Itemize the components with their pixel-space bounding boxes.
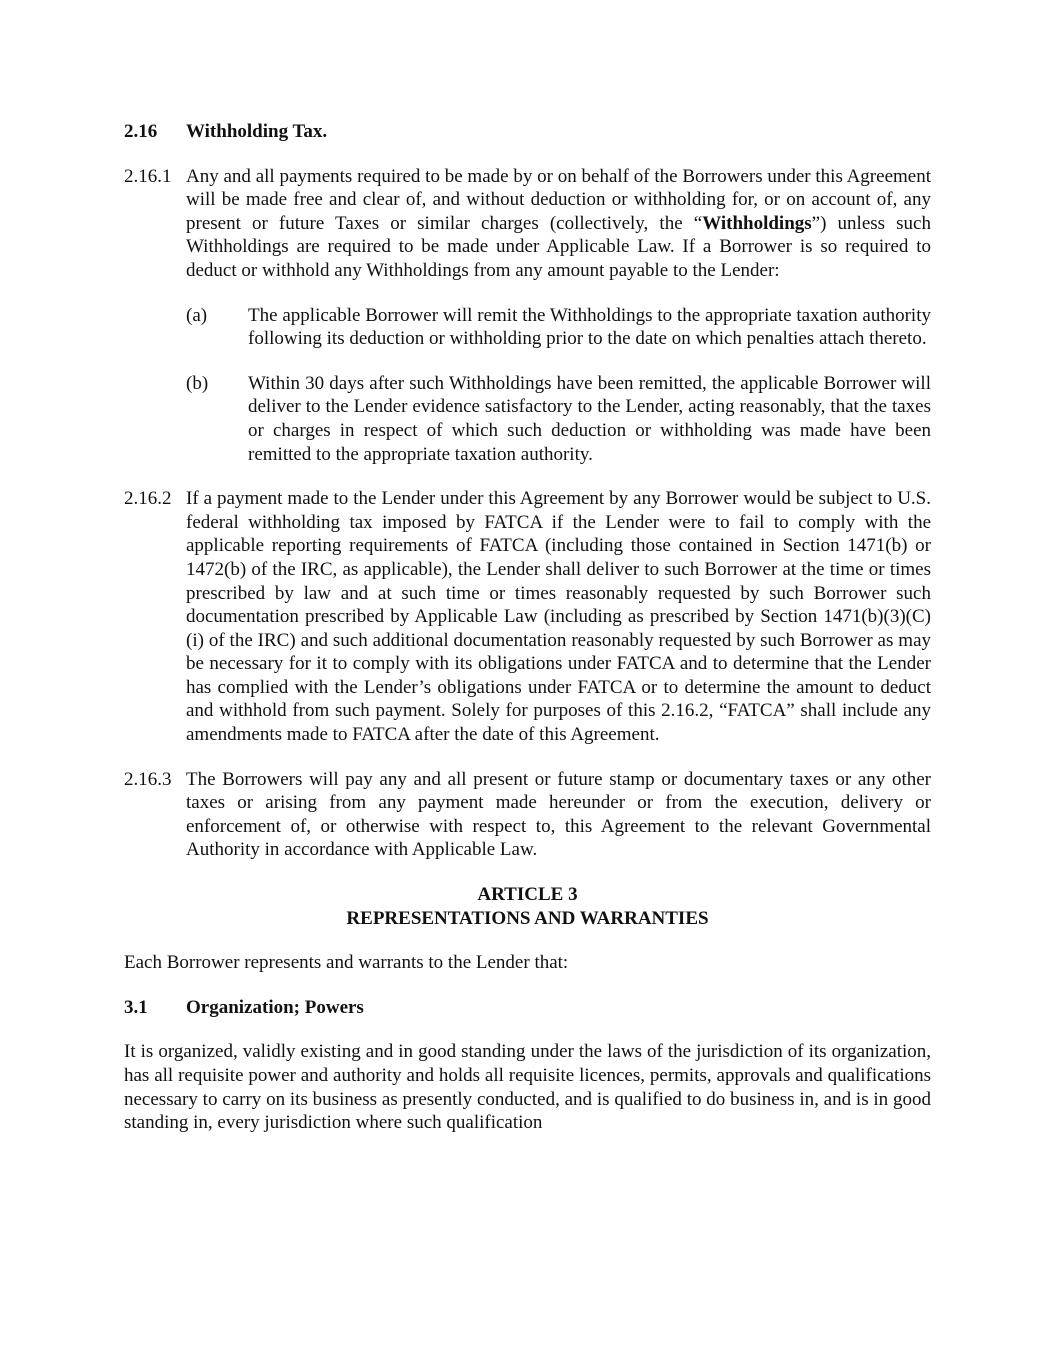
article-title: REPRESENTATIONS AND WARRANTIES [346, 907, 709, 929]
clause-body [186, 165, 931, 467]
article-heading [124, 883, 931, 930]
document-page [124, 120, 931, 1156]
clause-text: The Borrowers will pay any and all present or future stamp or documentary taxes or any other taxes or arising from any payment made hereunder or from the execution, delivery or enforcement of, or otherwise with respect to, this Agreement to the relevant Governmental Authority in accordance with Applicable Law. [186, 768, 931, 861]
section-3-1-paragraph: It is organized, validly existing and in good standing under the laws of the jurisdiction of its organization, has all requisite power and authority and holds all requisite licences, permits, approvals and qualifications necessary to carry on its business as presently conducted, and is qualified to do business in, and is in good standing in, every jurisdiction where such qualification [124, 1041, 931, 1134]
section-heading-3-1 [124, 996, 931, 1020]
clause-text: ”) unless such Withholdings are required to be made under Applicable Law. If a Borrower is so required to deduct or withhold any Withholdings from any amount payable to the Lender: [186, 212, 931, 281]
subclause-label: (b) [186, 372, 209, 394]
subclause-label: (a) [186, 304, 208, 326]
subclause-text: The applicable Borrower will remit the Withholdings to the appropriate taxation authority following its deduction or withholding prior to the date on which penalties attach thereto. [248, 304, 931, 350]
clause-text: If a payment made to the Lender under this Agreement by any Borrower would be subject to U.S. federal withholding tax imposed by FATCA if the Lender were to fail to comply with the applicable reporting requirements of FATCA (including those contained in Section 1471(b) or 1472(b) of the IRC, as applicable), the Lender shall deliver to such Borrower at the time or times prescribed by law and at such time or times reasonably requested by such Borrower such documentation prescribed by Applicable Law (including as prescribed by Section 1471(b)(3)(C)(i) of the IRC) and such additional documentation reasonably requested by such Borrower as may be necessary for it to comply with its obligations under FATCA and to determine that the Lender has complied with the Lender’s obligations under FATCA or to determine the amount to deduct and withhold from such payment. Solely for purposes of this 2.16.2, “FATCA” shall include any amendments made to FATCA after the date of this Agreement. [186, 488, 931, 746]
intro-paragraph: Each Borrower represents and warrants to the Lender that: [124, 952, 569, 974]
clause-number: 2.16.2 [124, 488, 172, 510]
section-heading-2-16 [124, 120, 931, 144]
subclause-a [186, 304, 931, 351]
clause-2-16-3 [124, 768, 931, 862]
subclause-b [186, 372, 931, 466]
clause-2-16-2 [124, 487, 931, 747]
clause-number: 2.16.3 [124, 768, 172, 790]
clause-number: 2.16.1 [124, 165, 172, 187]
defined-term: Withholdings [702, 212, 812, 234]
clause-2-16-1 [124, 165, 931, 467]
section-number: 3.1 [124, 996, 148, 1018]
section-title: Withholding Tax. [186, 121, 328, 142]
section-number: 2.16 [124, 121, 158, 142]
article-number: ARTICLE 3 [477, 884, 578, 906]
clause-text: Any and all payments required to be made by or on behalf of the Borrowers under this Agreement will be made free and clear of, and without deduction or withholding for, or on account of, any present or future Taxes or similar charges (collectively, the “ [186, 165, 931, 234]
section-title: Organization; Powers [186, 996, 364, 1018]
subclause-text: Within 30 days after such Withholdings have been remitted, the applicable Borrower will deliver to the Lender evidence satisfactory to the Lender, acting reasonably, that the taxes or charges in respect of which such deduction or withholding was made have been remitted to the appropriate taxation authority. [248, 372, 931, 465]
